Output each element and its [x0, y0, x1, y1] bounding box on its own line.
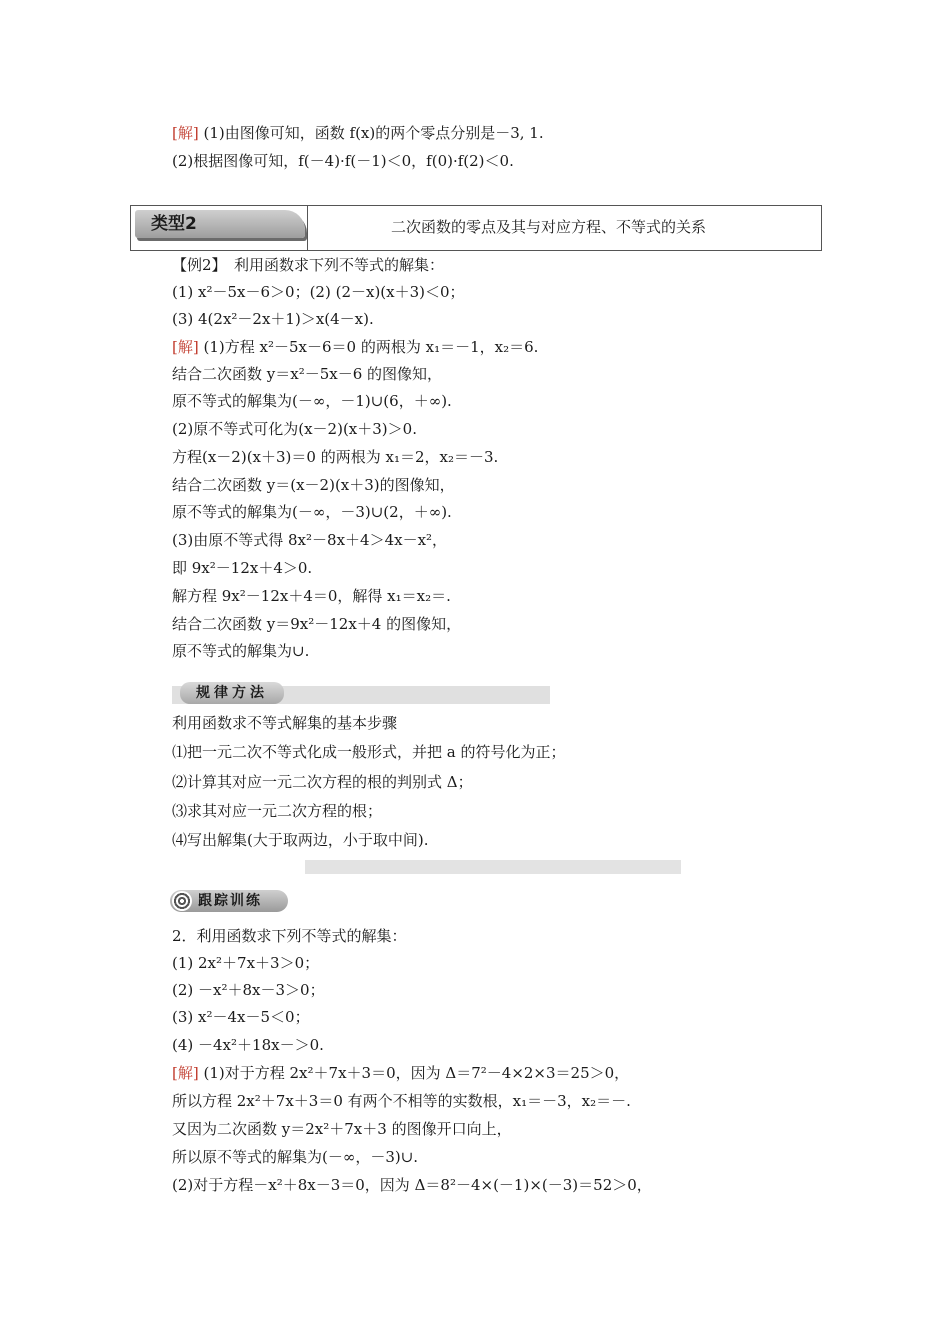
training-line: (4) －4x²＋18x－＞0. — [172, 1036, 324, 1054]
solution2-line: 即 9x²－12x＋4＞0. — [172, 559, 313, 577]
solution-line-2: (2)根据图像可知，f(－4)·f(－1)＜0，f(0)·f(2)＜0. — [172, 152, 514, 170]
type-section-header — [130, 205, 822, 251]
solution2-line: 结合二次函数 y＝9x²－12x＋4 的图像知， — [172, 615, 462, 633]
method-badge: 规律方法 — [180, 682, 284, 704]
solution2-line: 原不等式的解集为∪. — [172, 642, 310, 660]
solution-text: (1)对于方程 2x²＋7x＋3＝0，因为 Δ＝7²－4×2×3＝25＞0， — [203, 1064, 630, 1082]
solution2-line: 结合二次函数 y＝(x－2)(x＋3)的图像知， — [172, 476, 455, 494]
section-divider — [305, 860, 681, 874]
method-line: ⑶求其对应一元二次方程的根； — [172, 802, 383, 820]
example-line: (3) 4(2x²－2x＋1)＞x(4－x). — [172, 310, 374, 328]
solution3-line: 所以原不等式的解集为(－∞，－3)∪. — [172, 1148, 419, 1166]
training-line: (3) x²－4x－5＜0； — [172, 1008, 310, 1026]
training-badge — [170, 890, 288, 912]
method-line: ⑵计算其对应一元二次方程的根的判别式 Δ； — [172, 773, 473, 791]
solution-text: (1)由图像可知，函数 f(x)的两个零点分别是－3, 1. — [203, 124, 544, 142]
solution3-line — [172, 1063, 629, 1083]
solution3-line: (2)对于方程－x²＋8x－3＝0，因为 Δ＝8²－4×(－1)×(－3)＝52＞0， — [172, 1176, 652, 1194]
target-icon — [172, 891, 192, 911]
method-line: 利用函数求不等式解集的基本步骤 — [172, 714, 398, 732]
example-line: (1) x²－5x－6＞0；(2) (2－x)(x＋3)＜0； — [172, 283, 465, 301]
solution2-line: (3)由原不等式得 8x²－8x＋4＞4x－x²， — [172, 531, 448, 549]
solution2-line: 原不等式的解集为(－∞，－1)∪(6，＋∞). — [172, 392, 452, 410]
method-line: ⑴把一元二次不等式化成一般形式，并把 a 的符号化为正； — [172, 743, 566, 761]
solution2-line: 解方程 9x²－12x＋4＝0，解得 x₁＝x₂＝. — [172, 587, 451, 605]
solution-text: (1)方程 x²－5x－6＝0 的两根为 x₁＝－1，x₂＝6. — [203, 338, 539, 356]
training-label: 跟踪训练 — [198, 893, 262, 909]
type-badge: 类型2 — [135, 210, 305, 238]
training-line: 2．利用函数求下列不等式的解集： — [172, 927, 407, 945]
training-line: (2) －x²＋8x－3＞0； — [172, 981, 325, 999]
solution3-line: 所以方程 2x²＋7x＋3＝0 有两个不相等的实数根，x₁＝－3，x₂＝－. — [172, 1092, 631, 1110]
solution-line-1 — [172, 123, 544, 143]
solution2-line: 结合二次函数 y＝x²－5x－6 的图像知， — [172, 365, 443, 383]
solution3-line: 又因为二次函数 y＝2x²＋7x＋3 的图像开口向上， — [172, 1120, 512, 1138]
solution-tag: [解] — [172, 124, 199, 142]
solution-tag: [解] — [172, 1064, 199, 1082]
type-title: 二次函数的零点及其与对应方程、不等式的关系 — [391, 218, 707, 236]
method-banner — [172, 686, 550, 704]
header-divider — [307, 206, 308, 250]
method-line: ⑷写出解集(大于取两边，小于取中间). — [172, 831, 429, 849]
training-line: (1) 2x²＋7x＋3＞0； — [172, 954, 320, 972]
solution2-line: 方程(x－2)(x＋3)＝0 的两根为 x₁＝2，x₂＝－3. — [172, 448, 499, 466]
example-heading: 【例2】 利用函数求下列不等式的解集： — [172, 256, 445, 274]
solution2-line — [172, 337, 538, 357]
solution2-line: (2)原不等式可化为(x－2)(x＋3)＞0. — [172, 420, 417, 438]
solution2-line: 原不等式的解集为(－∞，－3)∪(2，＋∞). — [172, 503, 452, 521]
solution-tag: [解] — [172, 338, 199, 356]
